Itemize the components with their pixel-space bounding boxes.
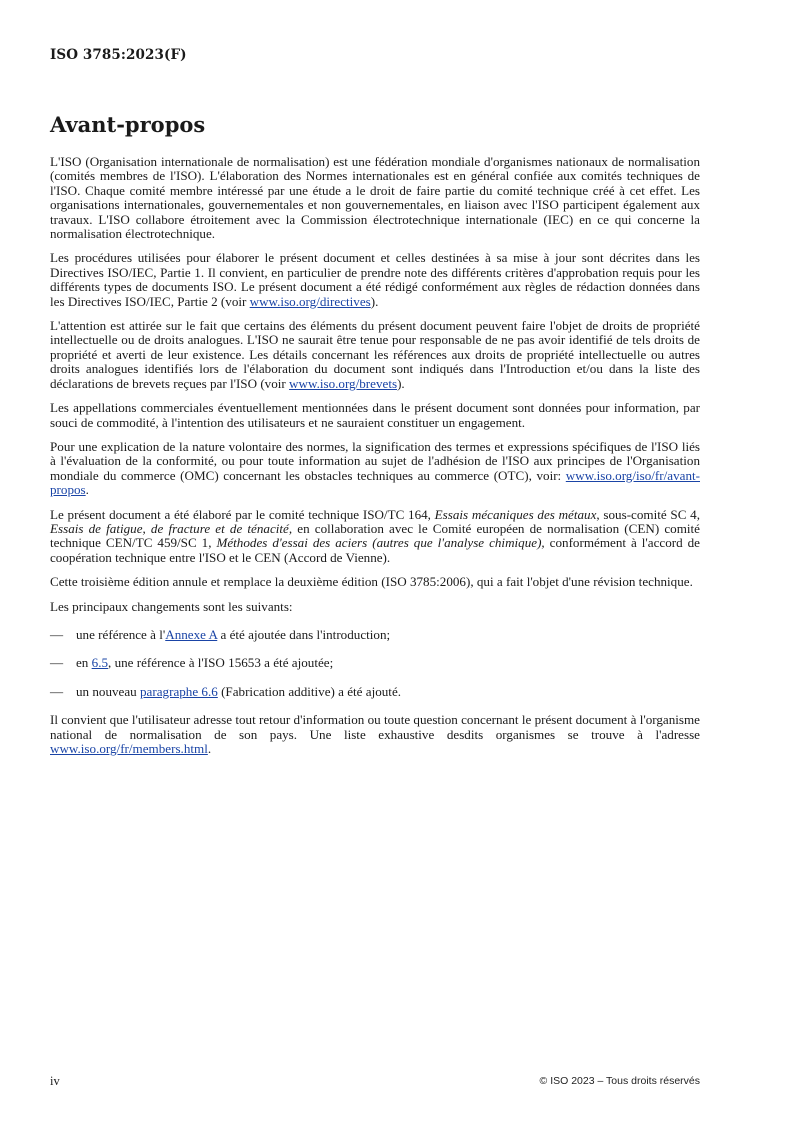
paragraph-patents: [50, 319, 700, 391]
list-text-a: en: [76, 655, 92, 671]
paragraph-procedures: [50, 251, 700, 309]
link-brevets[interactable]: www.iso.org/brevets: [289, 375, 398, 391]
paragraph-voluntary-nature: [50, 440, 700, 498]
paragraph-committee: [50, 508, 700, 566]
paragraph-changes-intro: Les principaux changements sont les suivants:: [50, 598, 293, 614]
link-directives[interactable]: www.iso.org/directives: [249, 293, 371, 309]
paragraph-feedback: [50, 713, 700, 756]
committee-title-sc4: Essais de fatigue, de fracture et de ténacité,: [50, 520, 293, 536]
paragraph-text: L'attention est attirée sur le fait que certains des éléments du présent document peuvent faire l'objet de droits de propriété intellectuelle ou de droits analogues. L'ISO ne saurait être tenue pour responsable de ne pas avoir identifié de tels droits de propriété et averti de leur existence. Les détails concernant les références aux droits de propriété intellectuelle ou autres droits analogues identifiés lors de l'élaboration du document sont indiqués dans l'Introduction et/ou dans la liste des déclarations de brevets reçues par l'ISO (voir: [50, 318, 700, 391]
dash-bullet: —: [50, 683, 64, 699]
committee-text-a: Le présent document a été élaboré par le comité technique ISO/TC 164,: [50, 506, 435, 522]
list-text-b: (Fabrication additive) a été ajouté.: [217, 683, 402, 699]
paragraph-end: ).: [370, 293, 379, 309]
list-text-b: , une référence à l'ISO 15653 a été ajoutée;: [108, 655, 334, 671]
list-item-text: [76, 685, 401, 699]
dash-bullet: —: [50, 626, 64, 642]
list-text-b: a été ajoutée dans l'introduction;: [217, 626, 391, 642]
paragraph-trade-names: Les appellations commerciales éventuellement mentionnées dans le présent document sont données pour information, par souci de commodité, à l'intention des utilisateurs et ne sauraient constituer un engagement.: [50, 400, 700, 430]
list-text-a: un nouveau: [76, 683, 140, 699]
committee-text-c: , sous-comité SC 4,: [596, 506, 700, 522]
link-section-6-5[interactable]: 6.5: [91, 655, 109, 671]
list-text-a: une référence à l': [76, 626, 166, 642]
list-item-text: [76, 656, 333, 670]
committee-text-g: conformément à l'accord de coopération technique entre l'ISO et le CEN (Accord de Vienne).: [50, 535, 700, 565]
list-item-text: [76, 628, 390, 642]
page-number: iv: [50, 1074, 60, 1088]
list-item: [50, 685, 700, 699]
link-avant-propos[interactable]: www.iso.org/iso/fr/avant-propos: [50, 467, 700, 498]
committee-text-e: en collaboration avec le Comité européen de normalisation (CEN) comité technique CEN/TC 459/SC 1,: [50, 520, 700, 551]
page-title: Avant-propos: [50, 112, 206, 137]
document-id: ISO 3785:2023(F): [50, 47, 187, 63]
committee-title-cen: Méthodes d'essai des aciers (autres que l'analyse chimique),: [216, 535, 545, 551]
list-item: [50, 656, 700, 670]
paragraph-end: ).: [397, 375, 405, 391]
link-annexe-a[interactable]: Annexe A: [165, 626, 218, 642]
paragraph-end: .: [207, 741, 212, 756]
paragraph-text: Il convient que l'utilisateur adresse tout retour d'information ou toute question concernant le présent document à l'organisme national de normalisation de son pays. Une liste exhaustive desdits organismes se trouve à l'adresse: [50, 712, 700, 742]
paragraph-end: .: [85, 482, 89, 498]
list-item: [50, 628, 700, 642]
foreword-body: [50, 155, 700, 766]
paragraph-text: Pour une explication de la nature volontaire des normes, la signification des termes et expressions spécifiques de l'ISO liés à l'évaluation de la conformité, ou pour toute information au sujet de l'adhésion de l'ISO aux principes de l'Organisation mondiale du commerce (OMC) concernant les obstacles techniques au commerce (OTC), voir:: [50, 438, 700, 483]
committee-title-tc164: Essais mécaniques des métaux: [434, 506, 597, 522]
copyright-notice: © ISO 2023 – Tous droits réservés: [539, 1075, 700, 1087]
link-members[interactable]: www.iso.org/fr/members.html: [50, 741, 208, 756]
paragraph-iso-intro: L'ISO (Organisation internationale de normalisation) est une fédération mondiale d'organismes nationaux de normalisation (comités membres de l'ISO). L'élaboration des Normes internationales est en général confiée aux comités techniques de l'ISO. Chaque comité membre intéressé par une étude a le droit de faire partie du comité technique créé à cet effet. Les organisations internationales, gouvernementales et non gouvernementales, en liaison avec l'ISO participent également aux travaux. L'ISO collabore étroitement avec la Commission électrotechnique internationale (IEC) en ce qui concerne la normalisation électrotechnique.: [50, 154, 700, 242]
link-paragraphe-6-6[interactable]: paragraphe 6.6: [140, 683, 218, 699]
paragraph-text: Les procédures utilisées pour élaborer le présent document et celles destinées à sa mise à jour sont décrites dans les Directives ISO/IEC, Partie 1. Il convient, en particulier de prendre note des différents critères d'approbation requis pour les différents types de documents ISO. Le présent document a été rédigé conformément aux règles de rédaction données dans les Directives ISO/IEC, Partie 2 (voir: [50, 250, 700, 309]
paragraph-edition: Cette troisième édition annule et remplace la deuxième édition (ISO 3785:2006), qui a fait l'objet d'une révision technique.: [50, 574, 693, 590]
dash-bullet: —: [50, 655, 64, 671]
